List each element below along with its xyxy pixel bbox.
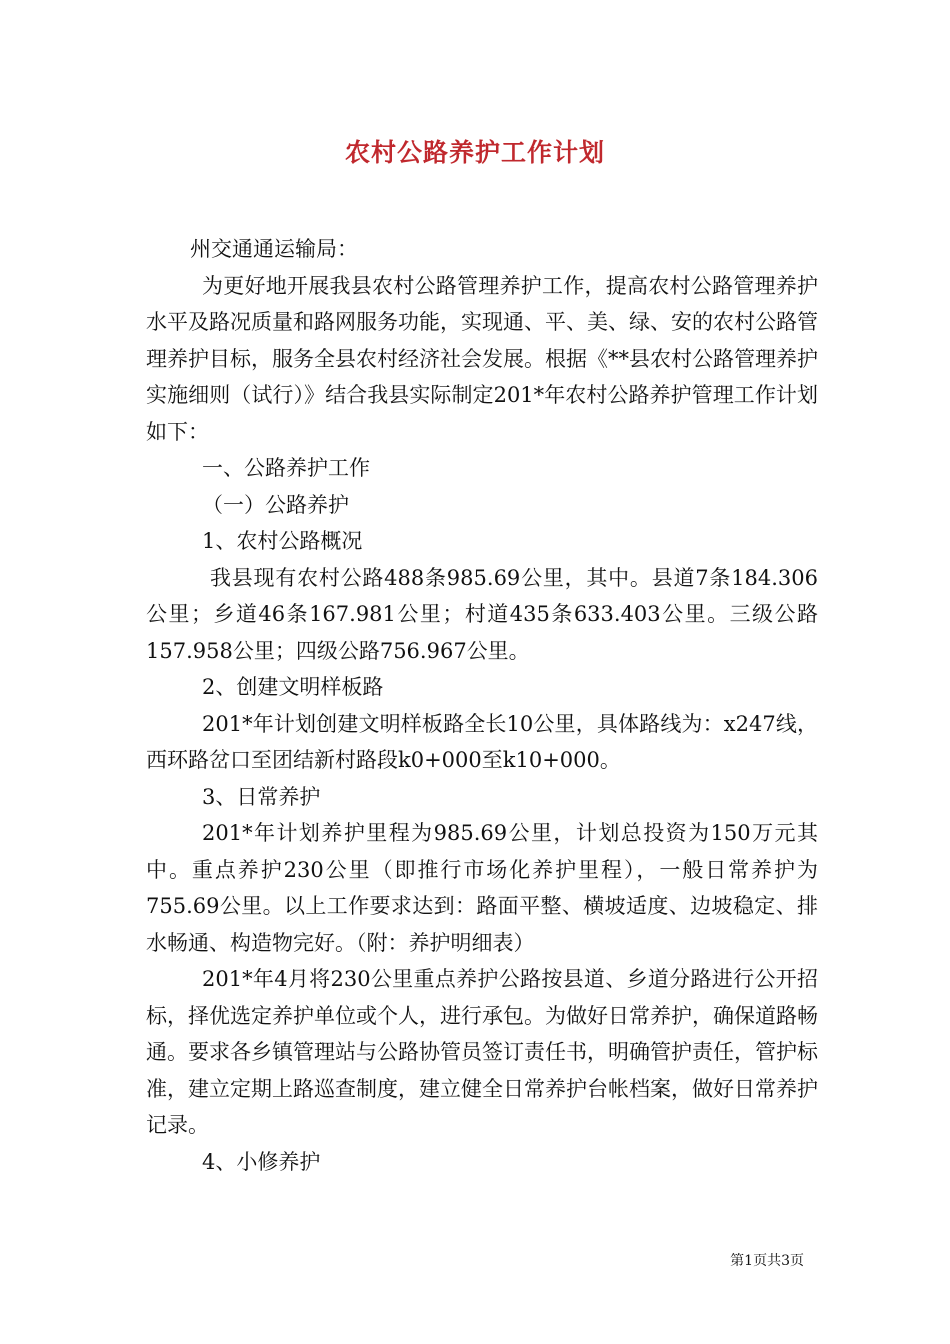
page-number: 第1页共3页	[730, 1253, 804, 1269]
subsection-heading: （一）公路养护	[202, 492, 349, 517]
tender-paragraph: 201*年4月将230公里重点养护公路按县道、乡道分路进行公开招标，择优选定养护单位或个人，进行承包。为做好日常养护，确保道路畅通。要求各乡镇管理站与公路协管员签订责任书，明确管护责任，管护标准，建立定期上路巡查制度，建立健全日常养护台帐档案，做好日常养护记录。	[146, 967, 818, 1137]
model-road-paragraph: 201*年计划创建文明样板路全长10公里，具体路线为：x247线，西环路岔口至团结新村路段k0+000至k10+000。	[146, 711, 818, 772]
document-title: 农村公路养护工作计划	[344, 138, 605, 167]
item-heading: 1、农村公路概况	[202, 529, 363, 553]
item-heading: 2、创建文明样板路	[202, 675, 384, 699]
item-heading: 3、日常养护	[202, 784, 321, 809]
document-body	[146, 231, 818, 1180]
intro-paragraph: 为更好地开展我县农村公路管理养护工作，提高农村公路管理养护水平及路况质量和路网服务功能，实现通、平、美、绿、安的农村公路管理养护目标，服务全县农村经济社会发展。根据《**县农村公路管理养护实施细则（试行）》结合我县实际制定201*年农村公路养护管理工作计划如下：	[146, 273, 818, 444]
daily-maintenance-paragraph: 201*年计划养护里程为985.69公里，计划总投资为150万元其中。重点养护230公里（即推行市场化养护里程），一般日常养护为755.69公里。以上工作要求达到：路面平整、横坡适度、边坡稳定、排水畅通、构造物完好。（附：养护明细表）	[146, 821, 818, 955]
salutation: 州交通通运输局：	[190, 237, 358, 261]
item-heading: 4、小修养护	[202, 1149, 321, 1174]
overview-paragraph: 我县现有农村公路488条985.69公里，其中。县道7条184.306公里；乡道46条167.981公里；村道435条633.403公里。三级公路157.958公里；四级公路756.967公里。	[146, 565, 818, 663]
section-heading: 一、公路养护工作	[202, 456, 370, 480]
